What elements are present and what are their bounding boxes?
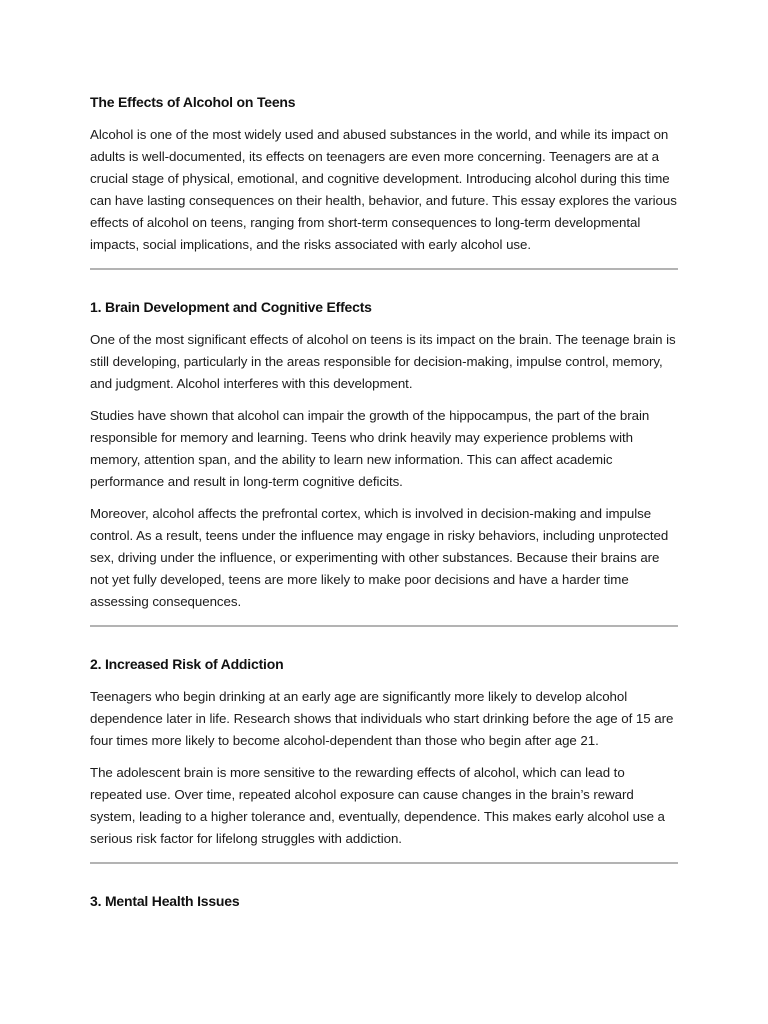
section-paragraph: Studies have shown that alcohol can impair the growth of the hippocampus, the part of the brain responsible for memory and learning. Teens who drink heavily may experience problems with memory, attention span, and the ability to learn new information. This can affect academic performance and result in long-term cognitive deficits.	[90, 408, 650, 489]
section-divider	[90, 268, 678, 270]
section-divider	[90, 862, 678, 864]
section-heading: 2. Increased Risk of Addiction	[90, 656, 284, 672]
section-heading: 1. Brain Development and Cognitive Effects	[90, 299, 372, 315]
document-page	[90, 92, 678, 923]
section-paragraph: The adolescent brain is more sensitive to the rewarding effects of alcohol, which can lead to repeated use. Over time, repeated alcohol exposure can cause changes in the brain’s reward system, leading to a higher tolerance and, eventually, dependence. This makes early alcohol use a serious risk factor for lifelong struggles with addiction.	[90, 765, 665, 846]
section-addiction-risk	[90, 654, 678, 850]
section-mental-health	[90, 891, 678, 911]
section-paragraph: Teenagers who begin drinking at an early age are significantly more likely to develop alcohol dependence later in life. Research shows that individuals who start drinking before the age of 15 are four times more likely to become alcohol-dependent than those who begin after age 21.	[90, 689, 674, 748]
section-divider	[90, 625, 678, 627]
section-paragraph: One of the most significant effects of alcohol on teens is its impact on the brain. The teenage brain is still developing, particularly in the areas responsible for decision-making, impulse control, memory, and judgment. Alcohol interferes with this development.	[90, 332, 676, 391]
section-heading: 3. Mental Health Issues	[90, 893, 240, 909]
document-title: The Effects of Alcohol on Teens	[90, 94, 296, 110]
section-brain-development	[90, 297, 678, 613]
intro-paragraph: Alcohol is one of the most widely used and abused substances in the world, and while its impact on adults is well-documented, its effects on teenagers are even more concerning. Teenagers are at a crucial stage of physical, emotional, and cognitive development. Introducing alcohol during this time can have lasting consequences on their health, behavior, and future. This essay explores the various effects of alcohol on teens, ranging from short-term consequences to long-term developmental impacts, social implications, and the risks associated with early alcohol use.	[90, 127, 677, 252]
section-paragraph: Moreover, alcohol affects the prefrontal cortex, which is involved in decision-making and impulse control. As a result, teens under the influence may engage in risky behaviors, including unprotected sex, driving under the influence, or experimenting with other substances. Because their brains are not yet fully developed, teens are more likely to make poor decisions and have a harder time assessing consequences.	[90, 506, 669, 609]
